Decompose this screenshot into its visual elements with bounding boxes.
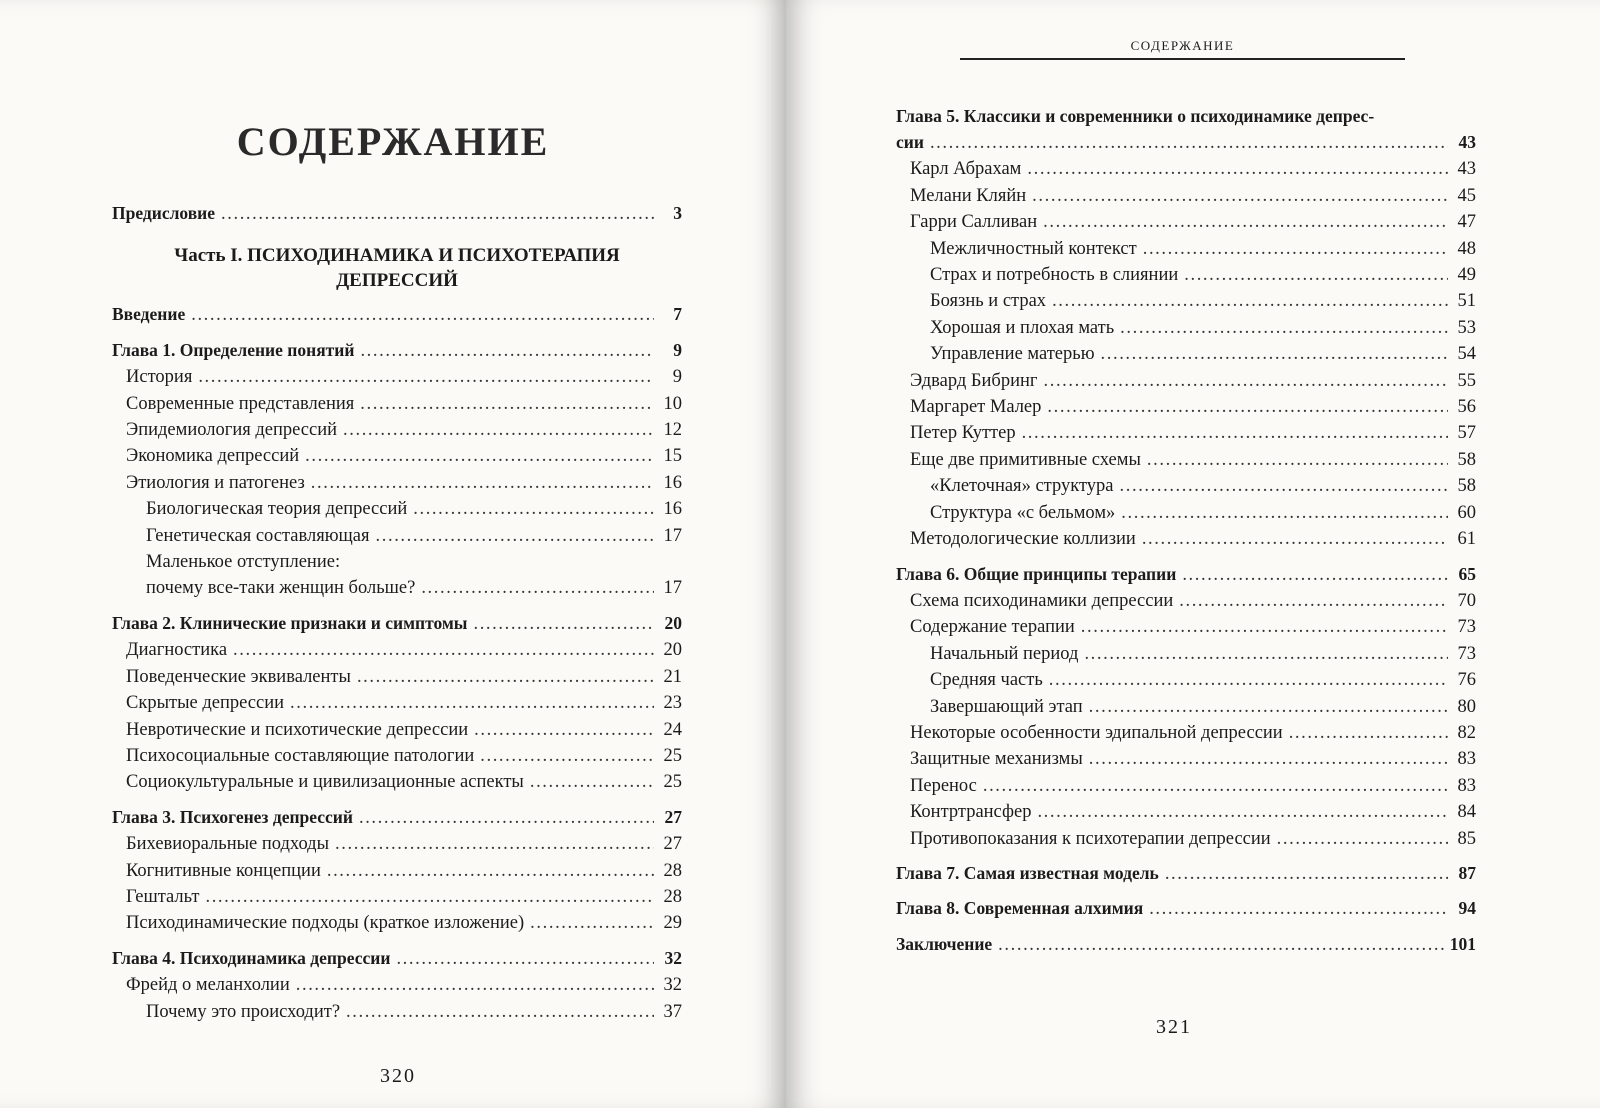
toc-subentry[interactable]: Средняя часть ..... 76 — [896, 667, 1476, 693]
toc-entry-chapter-4[interactable]: Глава 4. Психодинамика депрессии ..... 32 — [112, 945, 682, 972]
toc-entry-chapter-6[interactable]: Глава 6. Общие принципы терапии ..... 65 — [896, 561, 1476, 588]
toc-entry-chapter-2[interactable]: Глава 2. Клинические признаки и симптомы ..... 20 — [112, 610, 682, 637]
toc-subentry-line1: Маленькое отступление: — [146, 552, 341, 573]
toc-entry[interactable]: Маргарет Малер ..... 56 — [896, 394, 1476, 420]
toc-subentry[interactable]: Страх и потребность в слиянии ..... 49 — [896, 262, 1476, 288]
toc-entry[interactable]: Гештальт ..... 28 — [112, 884, 682, 910]
toc-entry[interactable]: Когнитивные концепции ..... 28 — [112, 858, 682, 884]
right-page — [786, 0, 1600, 1108]
toc-subentry[interactable]: Биологическая теория депрессий ..... 16 — [112, 496, 682, 522]
left-page — [0, 0, 786, 1108]
toc-right — [896, 103, 1476, 958]
toc-entry[interactable]: Невротические и психотические депрессии ..... 24 — [112, 717, 682, 743]
toc-entry[interactable]: Психодинамические подходы (краткое изложение) ..... 29 — [112, 910, 682, 936]
toc-entry[interactable]: Защитные механизмы ..... 83 — [896, 746, 1476, 772]
toc-entry[interactable]: Психосоциальные составляющие патологии ..... 25 — [112, 743, 682, 769]
toc-left — [112, 200, 682, 1025]
toc-subentry[interactable]: Боязнь и страх ..... 51 — [896, 288, 1476, 314]
toc-entry[interactable]: Эдвард Бибринг ..... 55 — [896, 368, 1476, 394]
toc-entry[interactable]: Диагностика ..... 20 — [112, 637, 682, 663]
page-number: 320 — [380, 1065, 416, 1087]
toc-entry[interactable]: История ..... 9 — [112, 364, 682, 390]
toc-subentry[interactable]: Генетическая составляющая ..... 17 — [112, 523, 682, 549]
toc-entry[interactable]: Петер Куттер ..... 57 — [896, 420, 1476, 446]
toc-entry[interactable]: Содержание терапии ..... 73 — [896, 614, 1476, 640]
toc-entry[interactable]: Скрытые депрессии ..... 23 — [112, 690, 682, 716]
toc-subentry[interactable]: почему все-таки женщин больше? ..... 17 — [112, 575, 682, 601]
toc-subentry[interactable]: Межличностный контекст ..... 48 — [896, 236, 1476, 262]
toc-subentry[interactable]: Завершающий этап ..... 80 — [896, 694, 1476, 720]
toc-entry[interactable]: Бихевиоральные подходы ..... 27 — [112, 831, 682, 857]
page-title: СОДЕРЖАНИЕ — [236, 119, 550, 164]
toc-entry[interactable]: Социокультуральные и цивилизационные аспекты ..... 25 — [112, 769, 682, 795]
toc-entry-preface[interactable]: Предисловие ..... 3 — [112, 200, 682, 227]
toc-entry[interactable]: Карл Абрахам ..... 43 — [896, 156, 1476, 182]
toc-entry[interactable]: Этиология и патогенез ..... 16 — [112, 470, 682, 496]
toc-entry-chapter-5-line1: Глава 5. Классики и современники о психодинамике депрес- — [896, 106, 1375, 126]
toc-entry-introduction[interactable]: Введение ..... 7 — [112, 301, 682, 328]
toc-entry[interactable]: Эпидемиология депрессий ..... 12 — [112, 417, 682, 443]
toc-subentry[interactable]: Структура «с бельмом» ..... 60 — [896, 500, 1476, 526]
toc-entry[interactable]: Современные представления ..... 10 — [112, 391, 682, 417]
toc-entry[interactable]: Перенос ..... 83 — [896, 773, 1476, 799]
toc-entry[interactable]: Схема психодинамики депрессии ..... 70 — [896, 588, 1476, 614]
toc-entry[interactable]: Некоторые особенности эдипальной депрессии ..... 82 — [896, 720, 1476, 746]
toc-subentry[interactable]: Почему это происходит? ..... 37 — [112, 999, 682, 1025]
toc-entry[interactable]: Фрейд о меланхолии ..... 32 — [112, 972, 682, 998]
toc-entry[interactable]: Контртрансфер ..... 84 — [896, 799, 1476, 825]
running-head: СОДЕРЖАНИЕ — [960, 38, 1405, 60]
toc-subentry[interactable]: «Клеточная» структура ..... 58 — [896, 473, 1476, 499]
toc-entry-conclusion[interactable]: Заключение ..... 101 — [896, 931, 1476, 958]
toc-subentry[interactable]: Управление матерью ..... 54 — [896, 341, 1476, 367]
toc-entry[interactable]: Поведенческие эквиваленты ..... 21 — [112, 664, 682, 690]
toc-entry-chapter-3[interactable]: Глава 3. Психогенез депрессий ..... 27 — [112, 804, 682, 831]
toc-entry[interactable]: Мелани Кляйн ..... 45 — [896, 183, 1476, 209]
toc-entry-chapter-7[interactable]: Глава 7. Самая известная модель ..... 87 — [896, 860, 1476, 887]
toc-entry[interactable]: Противопоказания к психотерапии депрессии ..... 85 — [896, 826, 1476, 852]
toc-entry-chapter-8[interactable]: Глава 8. Современная алхимия ..... 94 — [896, 895, 1476, 922]
page-number: 321 — [1156, 1016, 1192, 1038]
toc-entry[interactable]: Экономика депрессий ..... 15 — [112, 443, 682, 469]
toc-entry[interactable]: Методологические коллизии ..... 61 — [896, 526, 1476, 552]
toc-subentry[interactable]: Начальный период ..... 73 — [896, 641, 1476, 667]
toc-entry-chapter-5[interactable]: сии ..... 43 — [896, 129, 1476, 156]
toc-entry[interactable]: Еще две примитивные схемы ..... 58 — [896, 447, 1476, 473]
toc-entry[interactable]: Гарри Салливан ..... 47 — [896, 209, 1476, 235]
toc-subentry[interactable]: Хорошая и плохая мать ..... 53 — [896, 315, 1476, 341]
part-heading: Часть I. ПСИХОДИНАМИКА И ПСИХОТЕРАПИЯ ДЕПРЕССИЙ — [174, 245, 620, 292]
toc-entry-chapter-1[interactable]: Глава 1. Определение понятий ..... 9 — [112, 337, 682, 364]
